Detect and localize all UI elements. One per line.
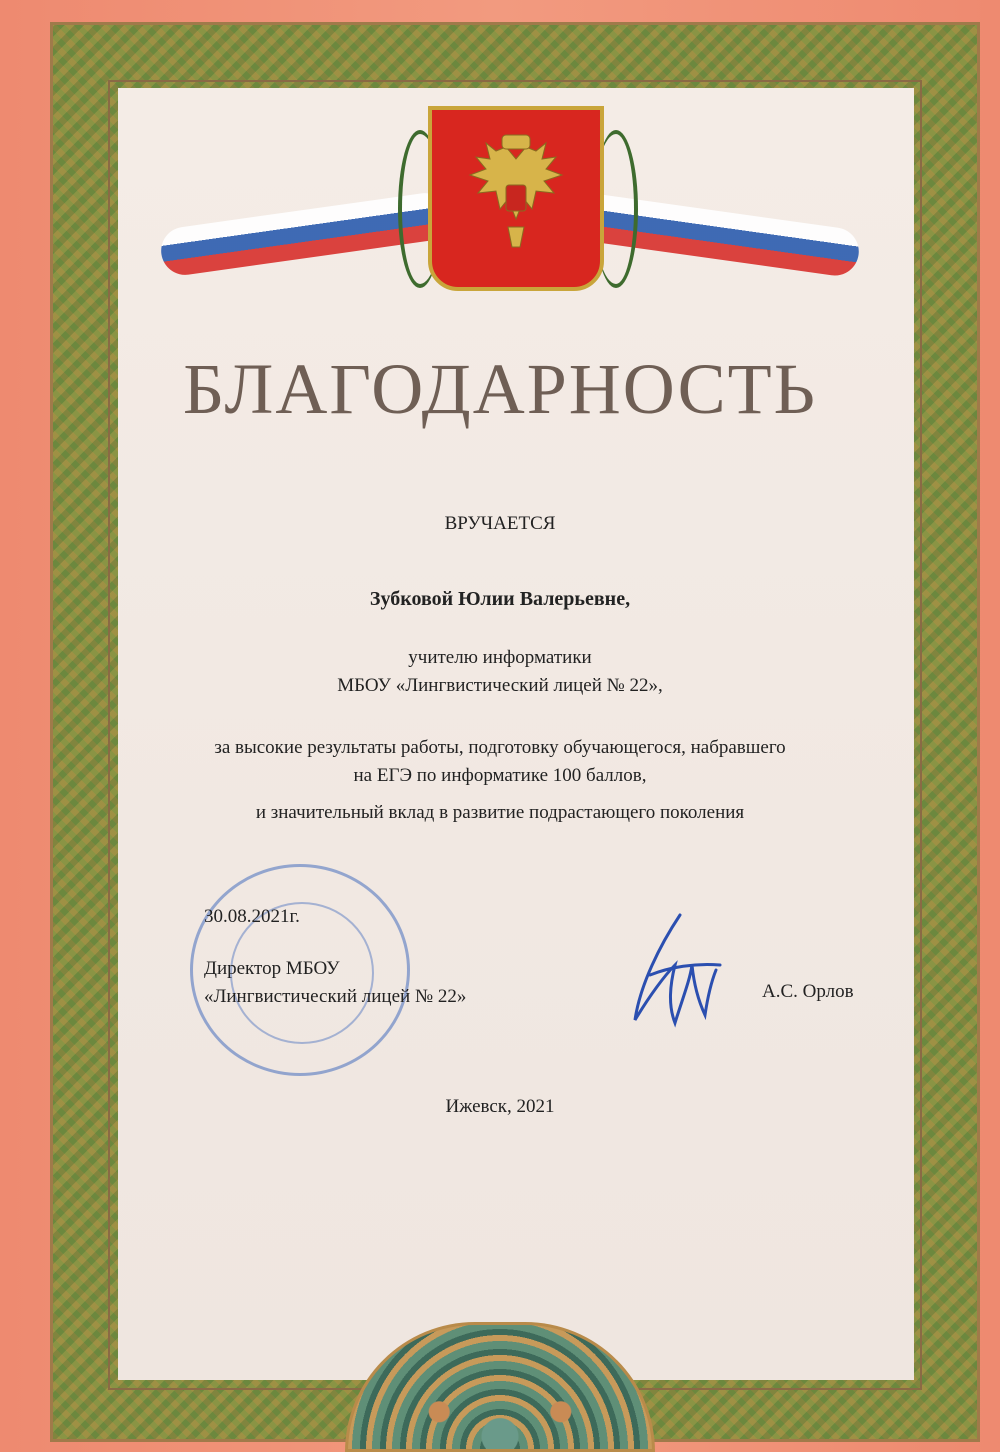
handwritten-signature-icon <box>620 905 730 1035</box>
russian-coat-of-arms-icon <box>428 106 604 291</box>
issue-date: 30.08.2021г. <box>204 906 300 927</box>
city-year: Ижевск, 2021 <box>445 1096 555 1117</box>
recipient-name: Зубковой Юлии Валерьевне, <box>369 588 631 610</box>
position-line-2: МБОУ «Лингвистический лицей № 22», <box>337 675 663 696</box>
director-title-line-1: Директор МБОУ <box>204 958 340 979</box>
double-headed-eagle-icon <box>456 129 576 269</box>
reason-line-3: и значительный вклад в развитие подрастающего поколения <box>255 802 745 823</box>
position-line-1: учителю информатики <box>408 647 592 668</box>
reason-line-2: на ЕГЭ по информатике 100 баллов, <box>353 765 647 786</box>
director-title-line-2: «Лингвистический лицей № 22» <box>204 986 467 1007</box>
award-line: ВРУЧАЕТСЯ <box>444 513 556 534</box>
reason-line-1: за высокие результаты работы, подготовку обучающегося, набравшего <box>214 737 786 758</box>
signer-name: А.С. Орлов <box>762 981 854 1002</box>
certificate-title: БЛАГОДАРНОСТЬ <box>183 349 817 429</box>
